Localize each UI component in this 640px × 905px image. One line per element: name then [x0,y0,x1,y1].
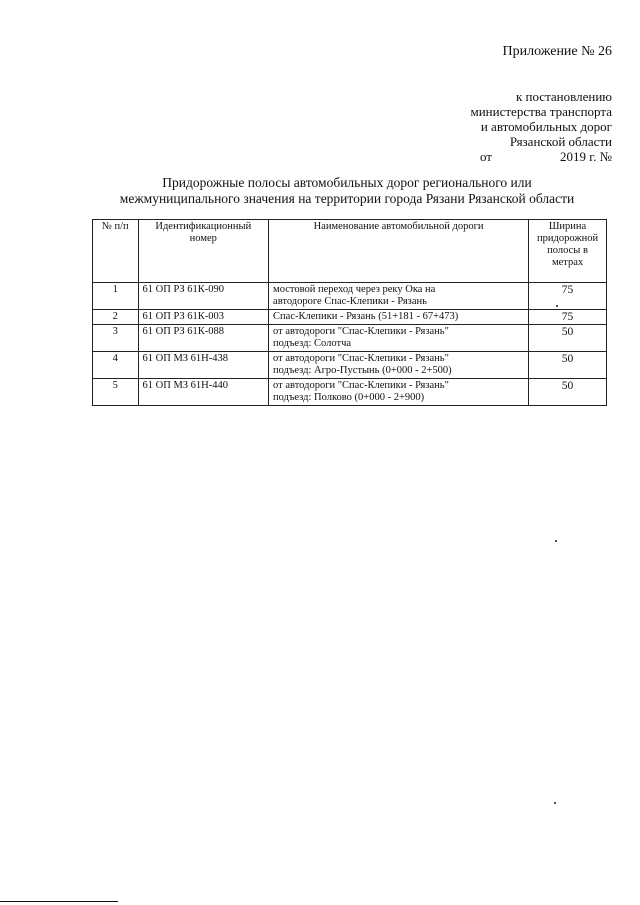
header-road-name: Наименование автомобильной дороги [269,220,529,283]
scan-speck [554,802,556,804]
decree-line-4: Рязанской области [509,134,612,149]
table-row [93,283,607,310]
annex-header [352,44,612,164]
table-row [93,325,607,352]
row-road-name [269,325,529,352]
date-prefix: от [479,149,492,164]
table-row [93,310,607,325]
row-road-name [269,352,529,379]
decree-date-line [352,149,612,164]
row-identifier: 61 ОП РЗ 61К-090 [138,283,269,310]
row-number: 1 [93,283,139,310]
road-name-line-1: от автодороги "Спас-Клепики - Рязань" [273,380,449,391]
decree-line-2: министерства транспорта [470,104,612,119]
row-width: 75 [529,310,607,325]
road-name-line-2: автодороге Спас-Клепики - Рязань [273,296,427,307]
row-width: 50 [529,352,607,379]
header-identifier: Идентификационный номер [138,220,269,283]
row-road-name [269,310,529,325]
road-name-line-2: подъезд: Агро-Пустынь (0+000 - 2+500) [273,365,452,376]
row-number: 5 [93,379,139,406]
road-name-line-1: мостовой переход через реку Ока на [273,284,436,295]
road-name-line-2: подъезд: Полково (0+000 - 2+900) [273,392,425,403]
scan-speck [556,305,558,307]
road-name-line-1: от автодороги "Спас-Клепики - Рязань" [273,326,449,337]
table-row [93,352,607,379]
header-strip-width: Ширина придорожной полосы в метрах [529,220,607,283]
table-header-row [93,220,607,283]
row-width: 75 [529,283,607,310]
row-identifier: 61 ОП РЗ 61К-088 [138,325,269,352]
annex-number: Приложение № 26 [502,44,612,59]
document-title [84,175,610,207]
decree-line-1: к постановлению [515,89,612,104]
row-number: 2 [93,310,139,325]
row-width: 50 [529,325,607,352]
row-number: 4 [93,352,139,379]
scan-speck [555,540,557,542]
road-name-line-2: подъезд: Солотча [273,338,352,349]
roads-table [92,219,607,406]
row-identifier: 61 ОП МЗ 61Н-438 [138,352,269,379]
row-identifier: 61 ОП РЗ 61К-003 [138,310,269,325]
row-road-name [269,379,529,406]
road-name-line-1: Спас-Клепики - Рязань (51+181 - 67+473) [273,311,459,322]
row-identifier: 61 ОП МЗ 61Н-440 [138,379,269,406]
date-year: 2019 г. № [559,149,612,164]
date-blank [500,149,552,164]
road-name-line-1: от автодороги "Спас-Клепики - Рязань" [273,353,449,364]
table-row [93,379,607,406]
row-road-name [269,283,529,310]
footnote-rule [0,901,118,902]
header-number: № п/п [93,220,139,283]
title-line-2: межмуниципального значения на территории города Рязани Рязанской области [119,191,575,206]
row-number: 3 [93,325,139,352]
row-width: 50 [529,379,607,406]
decree-line-3: и автомобильных дорог [480,119,612,134]
title-line-1: Придорожные полосы автомобильных дорог регионального или [162,175,532,190]
